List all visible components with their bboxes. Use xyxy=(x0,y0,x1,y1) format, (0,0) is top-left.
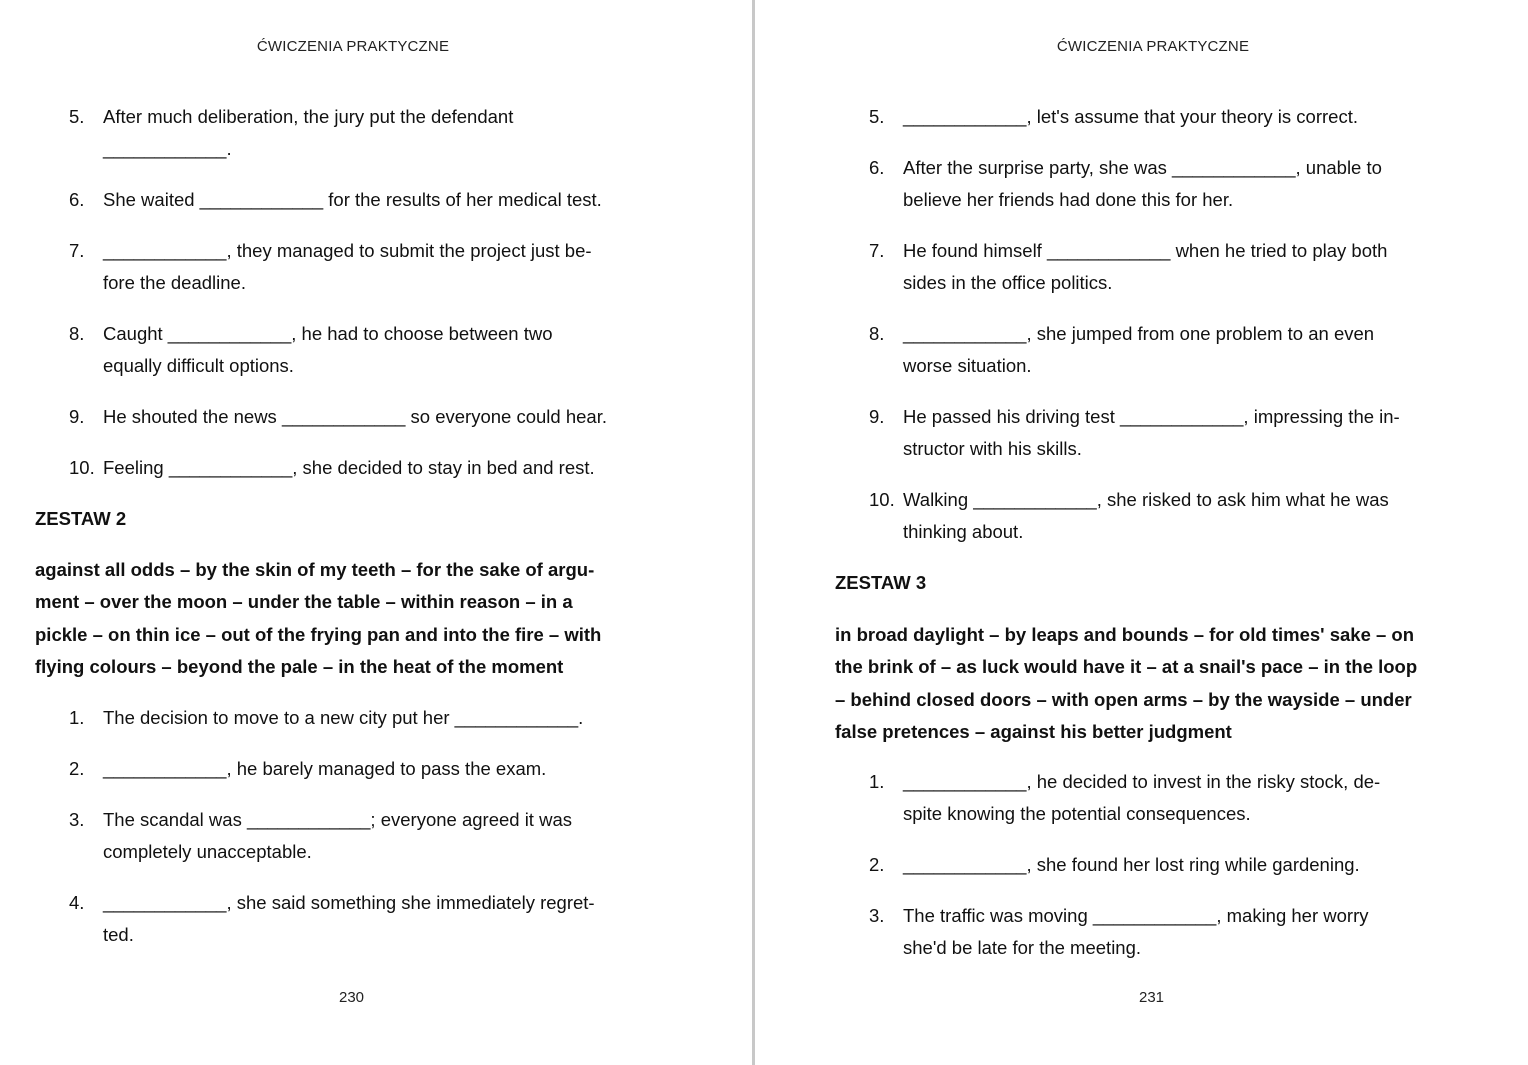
item-line: completely unacceptable. xyxy=(103,841,312,862)
item-text xyxy=(103,184,602,216)
item-text xyxy=(903,401,1400,465)
item-line: After much deliberation, the jury put the defendant xyxy=(103,106,514,127)
page-number: 230 xyxy=(339,989,365,1006)
word-bank-line: in broad daylight – by leaps and bounds – for old times' sake – on xyxy=(835,624,1415,645)
item-number: 5. xyxy=(869,106,885,127)
item-number: 2. xyxy=(869,854,885,875)
word-bank xyxy=(35,554,601,683)
item-text xyxy=(103,235,592,299)
word-bank-line: pickle – on thin ice – out of the frying pan and into the fire – with xyxy=(35,623,602,645)
item-number: 6. xyxy=(69,189,85,210)
word-bank-line: against all odds – by the skin of my teeth – for the sake of argu- xyxy=(35,559,595,580)
item-line: believe her friends had done this for her. xyxy=(903,189,1234,210)
item-text xyxy=(903,900,1369,964)
item-text xyxy=(103,887,595,951)
item-line: She waited ____________ for the results of her medical test. xyxy=(103,189,602,210)
item-text xyxy=(903,766,1380,830)
item-number: 10. xyxy=(69,457,95,478)
word-bank-line: – behind closed doors – with open arms – by the wayside – under xyxy=(835,688,1412,710)
item-line: The decision to move to a new city put her ____________. xyxy=(103,707,584,728)
item-line: thinking about. xyxy=(903,521,1024,542)
item-line: sides in the office politics. xyxy=(903,272,1113,293)
word-bank xyxy=(835,619,1417,748)
item-line: equally difficult options. xyxy=(103,355,294,376)
word-bank-line: ment – over the moon – under the table – within reason – in a xyxy=(35,591,573,613)
item-line: ____________, they managed to submit the project just be- xyxy=(103,240,592,261)
item-text xyxy=(903,152,1382,216)
item-number: 2. xyxy=(69,758,85,779)
item-number: 5. xyxy=(69,106,85,127)
item-line: she'd be late for the meeting. xyxy=(903,937,1142,958)
item-number: 10. xyxy=(869,489,895,510)
item-text xyxy=(103,804,572,868)
item-number: 4. xyxy=(69,892,85,913)
item-number: 7. xyxy=(869,240,885,261)
item-number: 3. xyxy=(69,809,85,830)
item-line: ____________, he decided to invest in the risky stock, de- xyxy=(903,771,1381,792)
item-number: 3. xyxy=(869,905,885,926)
item-line: Caught ____________, he had to choose between two xyxy=(103,323,553,344)
item-text xyxy=(103,318,553,382)
page-number: 231 xyxy=(1139,989,1165,1006)
item-line: ____________, let's assume that your theory is correct. xyxy=(903,106,1358,127)
left-page xyxy=(0,0,752,1065)
item-line: The traffic was moving ____________, making her worry xyxy=(903,905,1369,926)
set-heading: ZESTAW 3 xyxy=(835,572,927,593)
item-number: 6. xyxy=(869,157,885,178)
item-number: 1. xyxy=(69,707,85,728)
item-text xyxy=(903,318,1374,382)
item-line: ted. xyxy=(103,924,134,945)
item-number: 1. xyxy=(869,771,885,792)
item-line: He shouted the news ____________ so everyone could hear. xyxy=(103,406,607,427)
word-bank-line: flying colours – beyond the pale – in the heat of the moment xyxy=(35,655,564,677)
item-line: The scandal was ____________; everyone agreed it was xyxy=(103,809,572,830)
word-bank-line: false pretences – against his better judgment xyxy=(835,720,1232,742)
item-number: 9. xyxy=(69,406,85,427)
running-head: ĆWICZENIA PRAKTYCZNE xyxy=(256,38,450,55)
item-line: He found himself ____________ when he tried to play both xyxy=(903,240,1388,261)
item-text xyxy=(903,849,1360,881)
item-line: fore the deadline. xyxy=(103,272,246,293)
item-text xyxy=(103,101,513,165)
item-line: ____________, he barely managed to pass the exam. xyxy=(103,758,547,779)
item-line: He passed his driving test ____________, impressing the in- xyxy=(903,406,1400,427)
item-line: Walking ____________, she risked to ask him what he was xyxy=(903,489,1389,510)
item-line: structor with his skills. xyxy=(903,438,1082,459)
item-line: ____________, she found her lost ring while gardening. xyxy=(903,854,1360,875)
item-line: worse situation. xyxy=(903,355,1032,376)
item-text xyxy=(103,401,607,433)
item-text xyxy=(903,484,1389,548)
right-page xyxy=(755,0,1528,1065)
item-line: spite knowing the potential consequences. xyxy=(903,803,1251,824)
item-line: ____________. xyxy=(103,138,232,159)
item-number: 8. xyxy=(69,323,85,344)
item-text xyxy=(903,235,1387,299)
item-number: 9. xyxy=(869,406,885,427)
item-text xyxy=(103,753,546,785)
item-line: ____________, she jumped from one problem to an even xyxy=(903,323,1375,344)
item-number: 7. xyxy=(69,240,85,261)
item-line: ____________, she said something she immediately regret- xyxy=(103,892,595,913)
item-number: 8. xyxy=(869,323,885,344)
item-line: After the surprise party, she was ____________, unable to xyxy=(903,157,1382,178)
item-line: Feeling ____________, she decided to stay in bed and rest. xyxy=(103,457,595,478)
item-text xyxy=(103,702,583,734)
word-bank-line: the brink of – as luck would have it – at a snail's pace – in the loop xyxy=(835,656,1418,678)
running-head: ĆWICZENIA PRAKTYCZNE xyxy=(1056,38,1250,55)
item-text xyxy=(103,452,595,484)
set-heading: ZESTAW 2 xyxy=(35,508,127,529)
item-text xyxy=(903,101,1358,133)
